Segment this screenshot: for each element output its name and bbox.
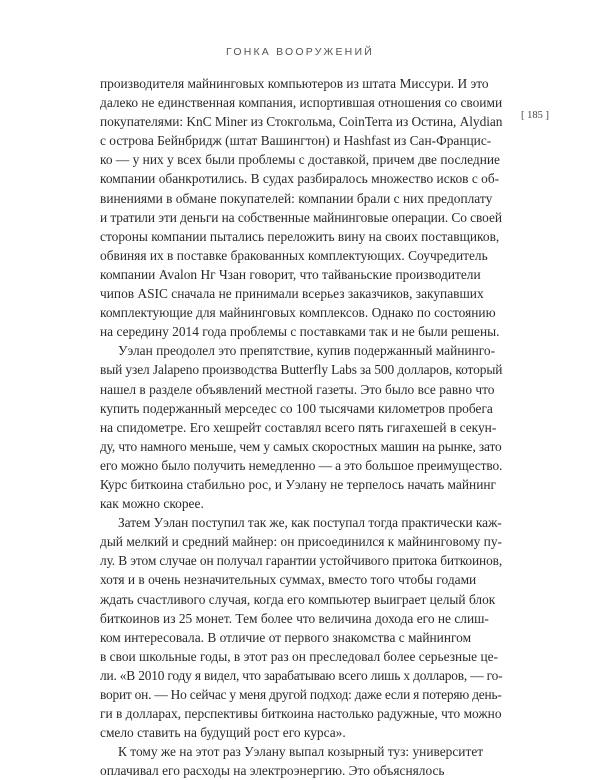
text-line: нашел в разделе объявлений местной газеты. Это было все равно что xyxy=(100,381,495,397)
text-line: компании обанкротились. В судах разбиралось множество исков с об- xyxy=(100,171,500,187)
text-line: компании Avalon Нг Чзан говорит, что тайваньские производители xyxy=(100,266,481,282)
text-line: Затем Уэлан поступил так же, как поступал тогда практически каж- xyxy=(118,515,502,531)
text-line: К тому же на этот раз Уэлану выпал козырный туз: университет xyxy=(118,744,484,760)
text-line: его можно было получить немедленно — а это большое преимущество. xyxy=(100,457,503,473)
text-line: ли. «В 2010 году я видел, что зарабатываю всего лишь x долларов, — го- xyxy=(100,667,503,683)
text-line: производителя майнинговых компьютеров из штата Миссури. И это xyxy=(100,76,489,91)
text-line: лу. В этом случае он получал гарантии устойчивого притока биткоинов, xyxy=(100,553,503,569)
text-line: ги в долларах, перспективы биткоина настолько радужные, что можно xyxy=(100,706,502,722)
text-line: ко — у них у всех были проблемы с доставкой, причем две последние xyxy=(100,152,501,168)
text-line: на середину 2014 года проблемы с поставками так и не были решены. xyxy=(100,324,500,340)
text-line: биткоинов из 25 монет. Тем более что величина дохода его не слиш- xyxy=(100,610,489,626)
text-line: стороны компании пытались переложить вину на своих поставщиков, xyxy=(100,228,500,244)
text-line: ду, что намного меньше, чем у самых скоростных машин на рынке, зато xyxy=(100,438,502,454)
text-line: Уэлан преодолел это препятствие, купив подержанный майнинго- xyxy=(118,343,496,359)
text-line: как можно скорее. xyxy=(100,496,204,512)
text-line: винениями в обмане покупателей: компании брали с них предоплату xyxy=(100,190,493,206)
text-line: Курс биткоина стабильно рос, и Уэлану не терпелось начать майнинг xyxy=(100,476,497,492)
body-text xyxy=(100,74,502,780)
text-line: купить подержанный мерседес со 100 тысячами километров пробега xyxy=(100,400,493,416)
text-line: хотя и в очень незначительных суммах, вместо того чтобы годами xyxy=(100,572,477,588)
page-number: [ 185 ] xyxy=(521,110,549,121)
text-line: ждать счастливого случая, когда его компьютер выиграет целый блок xyxy=(100,591,496,607)
text-line: с острова Бейнбридж (штат Вашингтон) и Hashfast из Сан-Францис- xyxy=(100,133,492,149)
text-line: покупателями: KnC Miner из Стокгольма, CoinTerra из Остина, Alydian xyxy=(100,114,503,130)
running-head: ГОНКА ВООРУЖЕНИЙ xyxy=(226,46,374,58)
text-line: ком интересовала. В отличие от первого знакомства с майнингом xyxy=(100,629,472,645)
text-line: вый узел Jalapeno производства Butterfly Labs за 500 долларов, который xyxy=(100,362,503,378)
text-line: дый мелкий и средний майнер: он присоединился к майнинговому пу- xyxy=(100,534,503,550)
text-line: комплектующие для майнинговых комплексов. Однако по состоянию xyxy=(100,305,496,321)
text-line: и тратили эти деньги на собственные майнинговые операции. Со своей xyxy=(100,209,502,225)
text-line: далеко не единственная компания, испортившая отношения со своими xyxy=(100,95,503,111)
text-line: ворит он. — Но сейчас у меня другой подход: даже если я потеряю день- xyxy=(100,687,502,702)
text-line: чипов ASIC сначала не принимали всерьез заказчиков, закупавших xyxy=(100,286,484,302)
text-line: смело ставить на будущий рост его курса». xyxy=(100,725,346,741)
text-line: на спидометре. Его хешрейт составлял всего пять гигахешей в секун- xyxy=(100,419,497,435)
text-line: в свои школьные годы, в этот раз он преследовал более серьезные це- xyxy=(100,648,499,664)
text-line: обвиняя их в поставке бракованных комплектующих. Соучредитель xyxy=(100,247,488,263)
text-line: оплачивал его расходы на электроэнергию. Это объяснялось xyxy=(100,763,445,779)
